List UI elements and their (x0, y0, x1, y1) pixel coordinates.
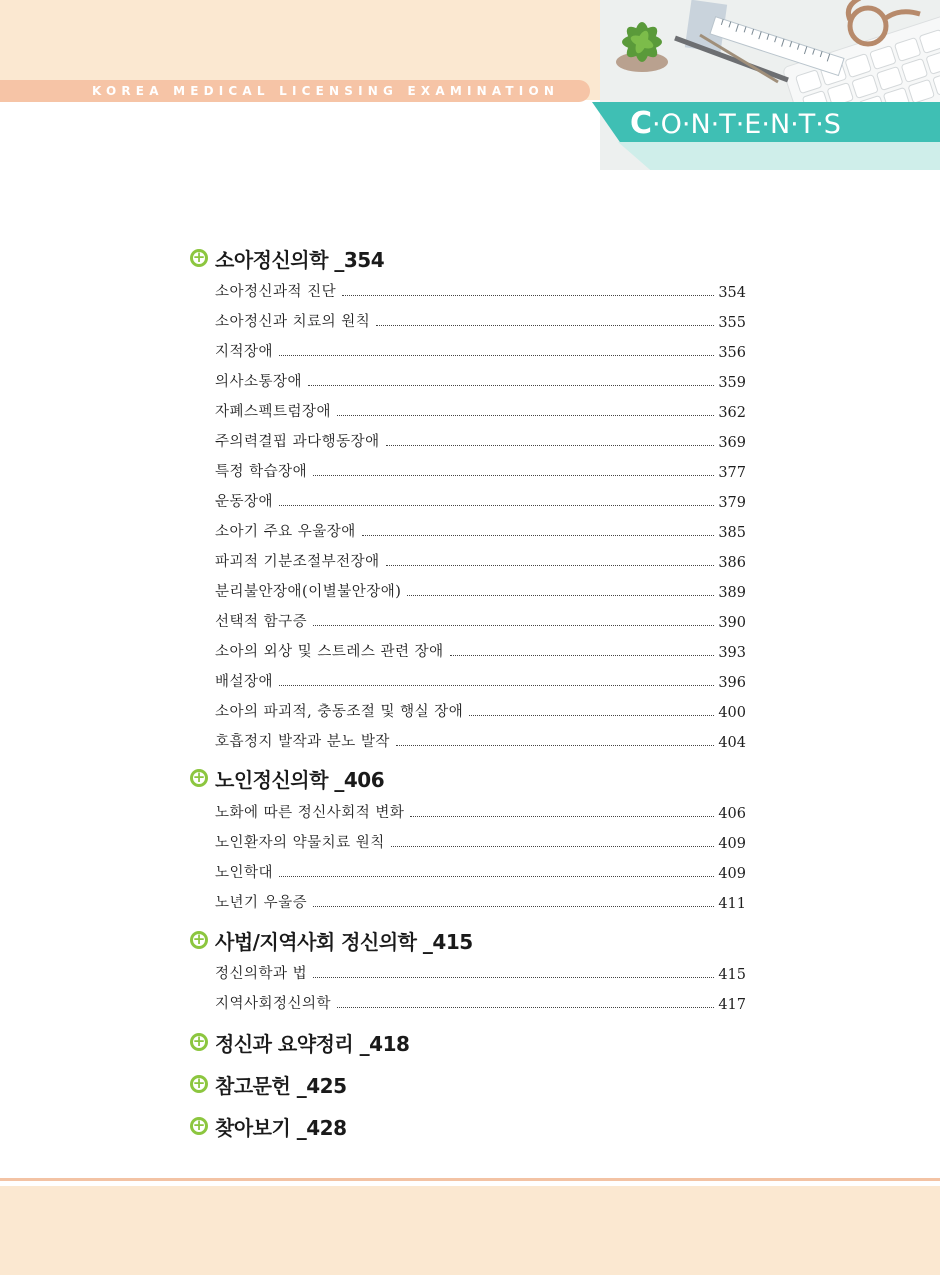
entry-page: 386 (718, 555, 746, 571)
entry-title: 선택적 함구증 (215, 614, 308, 630)
dot-leader (391, 846, 715, 847)
entry-page: 417 (718, 997, 746, 1013)
plus-circle-icon (190, 769, 208, 787)
section-title: 노인정신의학 _406 (215, 767, 385, 792)
toc-section[interactable] (190, 1069, 347, 1099)
toc-entry[interactable] (215, 989, 746, 1013)
dot-leader (279, 876, 714, 877)
contents-strip-shadow (618, 142, 940, 170)
entry-title: 노화에 따른 정신사회적 변화 (215, 805, 405, 821)
entry-title: 노인환자의 약물치료 원칙 (215, 835, 385, 851)
entry-page: 390 (718, 615, 746, 631)
dot-leader (407, 595, 714, 596)
toc-entry[interactable] (215, 307, 746, 331)
entry-page: 379 (718, 495, 746, 511)
dot-leader (313, 977, 714, 978)
entry-title: 소아기 주요 우울장애 (215, 524, 356, 540)
section-title: 참고문헌 _425 (215, 1073, 347, 1098)
dot-leader (279, 685, 714, 686)
section-title: 사법/지역사회 정신의학 _415 (215, 929, 473, 954)
plus-circle-icon (190, 249, 208, 267)
footer-band (0, 1186, 940, 1275)
dot-leader (337, 415, 714, 416)
entry-title: 소아의 파괴적, 충동조절 및 행실 장애 (215, 704, 464, 720)
entry-page: 409 (718, 866, 746, 882)
entry-page: 377 (718, 465, 746, 481)
toc-entry[interactable] (215, 828, 746, 852)
dot-leader (386, 445, 715, 446)
toc-entry[interactable] (215, 727, 746, 751)
entry-title: 소아정신과 치료의 원칙 (215, 314, 371, 330)
dot-leader (313, 475, 714, 476)
entry-title: 파괴적 기분조절부전장애 (215, 554, 380, 570)
toc-entry[interactable] (215, 397, 746, 421)
entry-title: 지적장애 (215, 344, 274, 360)
toc-section[interactable] (190, 925, 473, 955)
entry-title: 호흡정지 발작과 분노 발작 (215, 734, 390, 750)
entry-title: 지역사회정신의학 (215, 996, 332, 1012)
toc-entry[interactable] (215, 427, 746, 451)
dot-leader (396, 745, 714, 746)
dot-leader (313, 906, 714, 907)
entry-page: 359 (718, 375, 746, 391)
toc-section[interactable] (190, 1027, 409, 1057)
entry-page: 356 (718, 345, 746, 361)
section-title: 찾아보기 _428 (215, 1115, 347, 1140)
toc-entry[interactable] (215, 697, 746, 721)
dot-leader (279, 505, 714, 506)
plus-circle-icon (190, 931, 208, 949)
entry-page: 411 (718, 896, 746, 912)
section-title: 정신과 요약정리 _418 (215, 1031, 410, 1056)
dot-leader (313, 625, 714, 626)
toc-section[interactable] (190, 763, 384, 793)
dot-leader (337, 1007, 714, 1008)
entry-page: 404 (718, 735, 746, 751)
toc-entry[interactable] (215, 487, 746, 511)
toc-entry[interactable] (215, 337, 746, 361)
entry-title: 의사소통장애 (215, 374, 303, 390)
contents-title-rest: ·O·N·T·E·N·T·S (652, 109, 841, 140)
section-title: 소아정신의학 _354 (215, 247, 385, 272)
contents-title (630, 106, 841, 141)
dot-leader (342, 295, 714, 296)
dot-leader (469, 715, 714, 716)
entry-page: 409 (718, 836, 746, 852)
toc-entry[interactable] (215, 367, 746, 391)
toc-entry[interactable] (215, 457, 746, 481)
entry-title: 노인학대 (215, 865, 274, 881)
plus-circle-icon (190, 1033, 208, 1051)
dot-leader (362, 535, 715, 536)
toc-section[interactable] (190, 243, 384, 273)
entry-title: 배설장애 (215, 674, 274, 690)
entry-page: 393 (718, 645, 746, 661)
dot-leader (279, 355, 714, 356)
plus-circle-icon (190, 1117, 208, 1135)
entry-page: 389 (718, 585, 746, 601)
toc-entry[interactable] (215, 667, 746, 691)
exam-label: KOREA MEDICAL LICENSING EXAMINATION (92, 84, 560, 98)
plus-circle-icon (190, 1075, 208, 1093)
entry-title: 특정 학습장애 (215, 464, 308, 480)
entry-page: 369 (718, 435, 746, 451)
dot-leader (386, 565, 715, 566)
toc-entry[interactable] (215, 517, 746, 541)
entry-page: 406 (718, 806, 746, 822)
dot-leader (410, 816, 714, 817)
entry-page: 400 (718, 705, 746, 721)
toc-entry[interactable] (215, 547, 746, 571)
entry-page: 362 (718, 405, 746, 421)
toc-entry[interactable] (215, 888, 746, 912)
toc-entry[interactable] (215, 858, 746, 882)
entry-title: 소아의 외상 및 스트레스 관련 장애 (215, 644, 444, 660)
toc-entry[interactable] (215, 798, 746, 822)
toc-entry[interactable] (215, 959, 746, 983)
entry-title: 소아정신과적 진단 (215, 284, 337, 300)
entry-title: 정신의학과 법 (215, 966, 308, 982)
entry-title: 분리불안장애(이별불안장애) (215, 584, 402, 600)
contents-title-initial: C (630, 106, 653, 141)
entry-title: 운동장애 (215, 494, 274, 510)
toc-entry[interactable] (215, 577, 746, 601)
entry-title: 주의력결핍 과다행동장애 (215, 434, 380, 450)
entry-page: 354 (718, 285, 746, 301)
dot-leader (376, 325, 714, 326)
dot-leader (450, 655, 715, 656)
toc-section[interactable] (190, 1111, 347, 1141)
toc-entry[interactable] (215, 637, 746, 661)
footer-line (0, 1178, 940, 1181)
entry-page: 385 (718, 525, 746, 541)
toc-entry[interactable] (215, 277, 746, 301)
entry-page: 355 (718, 315, 746, 331)
toc-entry[interactable] (215, 607, 746, 631)
entry-title: 자폐스펙트럼장애 (215, 404, 332, 420)
dot-leader (308, 385, 714, 386)
entry-title: 노년기 우울증 (215, 895, 308, 911)
entry-page: 415 (718, 967, 746, 983)
entry-page: 396 (718, 675, 746, 691)
